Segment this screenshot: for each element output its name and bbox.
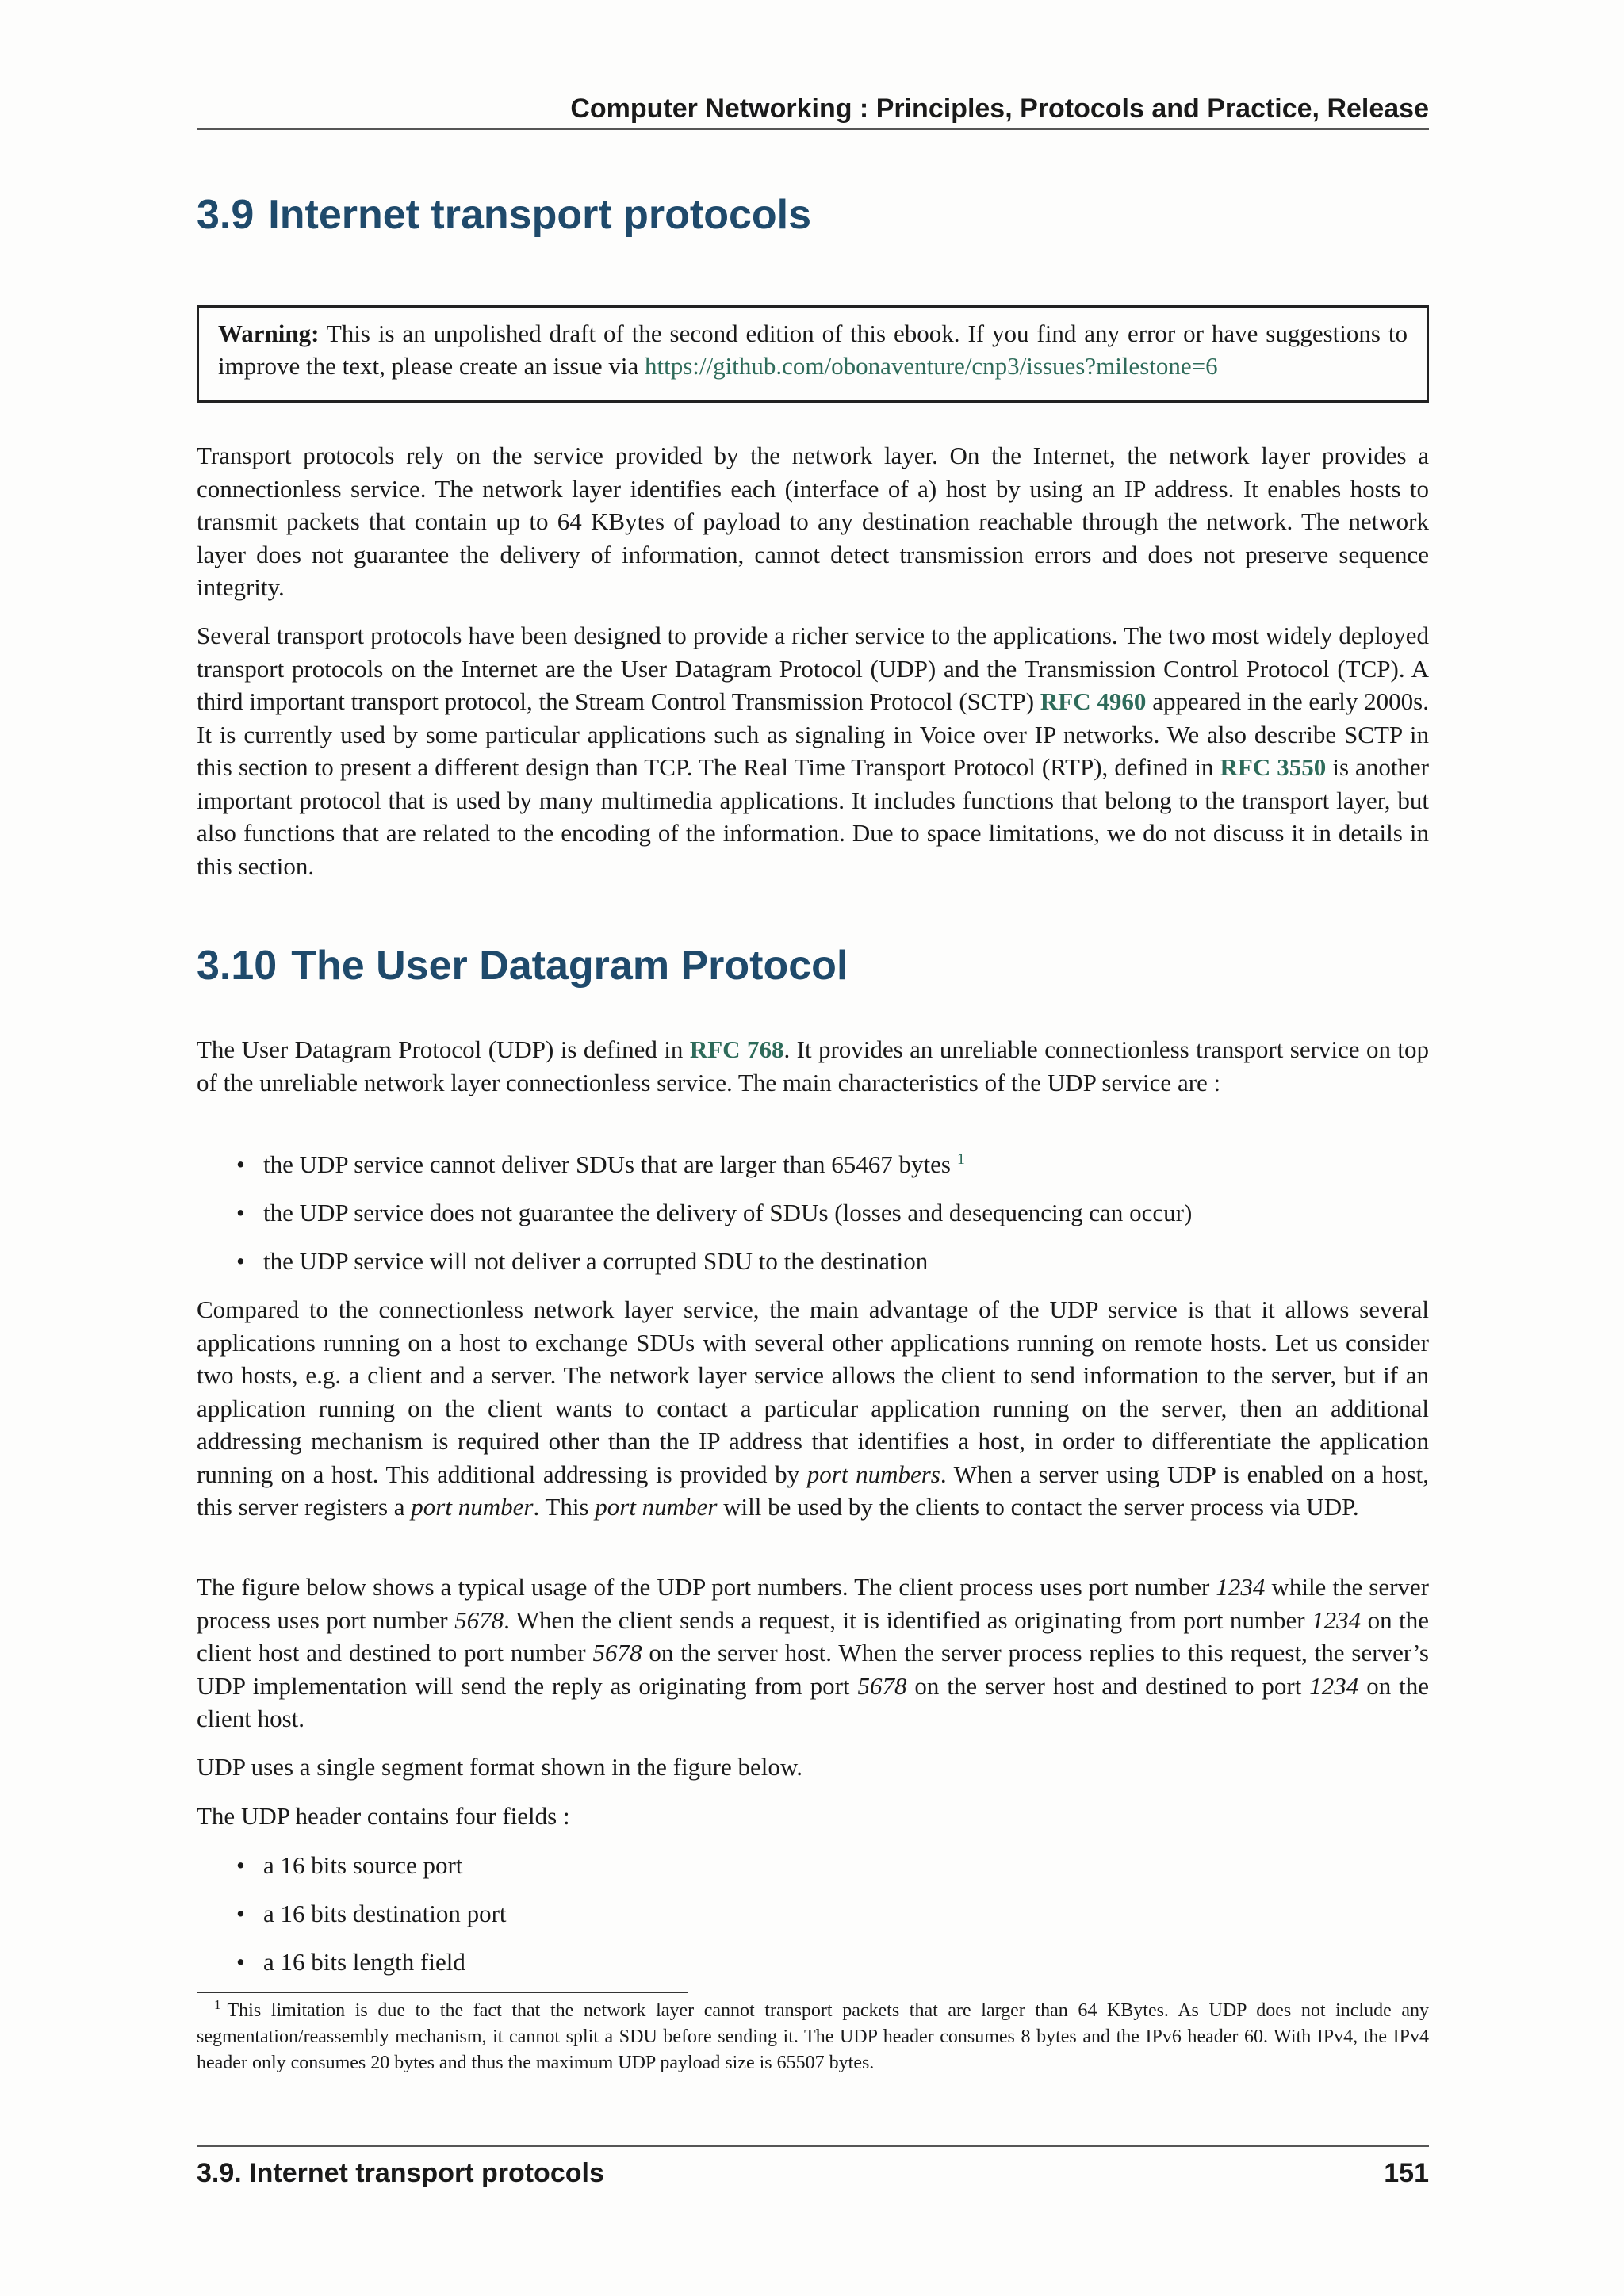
rfc-768-link[interactable]: RFC 768 (689, 1035, 784, 1063)
section-title: The User Datagram Protocol (291, 943, 848, 989)
list-item (197, 1245, 1192, 1293)
port-number: 1234 (1312, 1605, 1362, 1634)
page-footer (197, 2145, 1429, 2189)
section-number: 3.10 (197, 943, 278, 989)
udp-characteristics-list (197, 1148, 1192, 1293)
emphasis: port number (595, 1493, 718, 1521)
port-numbers-paragraph (197, 1293, 1429, 1524)
paragraph-text: The User Datagram Protocol (UDP) is defined in (197, 1035, 684, 1063)
page-number: 151 (1384, 2158, 1429, 2188)
list-item: • a 16 bits source port (197, 1849, 507, 1897)
rfc-4960-link[interactable]: RFC 4960 (1040, 687, 1147, 715)
section-heading-3-9 (197, 190, 811, 239)
warning-label: Warning: (218, 320, 320, 347)
paragraph-text: Several transport protocols have been designed to provide a richer service to the applications. The two most widely deployed transport protocols on the Internet are the User Datagram Protocol (UDP) and the Transmission Control Protocol (TCP). A third important transport protocol, the Stream Control Transmission Protocol (SCTP) (197, 622, 1429, 715)
port-number: 5678 (592, 1639, 642, 1667)
udp-definition-paragraph (197, 1033, 1429, 1099)
paragraph-text: The figure below shows a typical usage of the UDP port numbers. The client process uses port number (197, 1573, 1210, 1601)
section-title: Internet transport protocols (268, 192, 812, 238)
paragraph-text: Compared to the connectionless network layer service, the main advantage of the UDP service is that it allows several applications running on a host to exchange SDUs with several other applications running on remote hosts. Let us consider two hosts, e.g. a client and a server. The network layer service allows the client to send information to the server, but if an application running on the client wants to contact a particular application running on the server, then an additional addressing mechanism is required other than the IP address that identifies a host, in order to differentiate the application running on a host. This additional addressing is provided by (197, 1295, 1429, 1488)
footnote-mark: 1 (214, 1997, 221, 2012)
port-number: 5678 (857, 1671, 907, 1700)
footnote-divider (197, 1992, 688, 1993)
emphasis: port number (411, 1493, 534, 1521)
transport-protocols-paragraph (197, 619, 1429, 882)
paragraph-text: will be used by the clients to contact the server process via UDP. (723, 1493, 1359, 1521)
section-heading-3-10 (197, 941, 848, 990)
rfc-3550-link[interactable]: RFC 3550 (1220, 753, 1327, 781)
section-number: 3.9 (197, 192, 255, 238)
paragraph-text: on the server host and destined to port (914, 1671, 1302, 1700)
list-item (197, 1196, 1192, 1245)
warning-box (197, 305, 1429, 403)
header-fields-paragraph: The UDP header contains four fields : (197, 1802, 570, 1830)
footnote (197, 1998, 1429, 2076)
list-item-text: the UDP service will not deliver a corrupted SDU to the destination (263, 1247, 929, 1275)
intro-paragraph: Transport protocols rely on the service provided by the network layer. On the Internet, the network layer provides a connectionless service. The network layer identifies each (interface of a) host by using an IP address. It enables hosts to transmit packets that contain up to 64 KBytes of payload to any destination reachable through the network. The network layer does not guarantee the delivery of information, cannot detect transmission errors and does not preserve sequence integrity. (197, 442, 1429, 601)
port-number: 1234 (1216, 1573, 1266, 1601)
paragraph-text: . This (533, 1493, 589, 1521)
paragraph-text: appeared in the early 2000s. It is currently used by some particular applications such as signaling in Voice over IP networks. We also describe SCTP in this section to present a different design than TCP. The Real Time Transport Protocol (RTP), defined in (197, 687, 1429, 781)
footnote-text: This limitation is due to the fact that the network layer cannot transport packets that are larger than 64 KBytes. As UDP does not include any segmentation/reassembly mechanism, it cannot split a SDU before sending it. The UDP header consumes 8 bytes and the IPv6 header 60. With IPv4, the IPv4 header only consumes 20 bytes and thus the maximum UDP payload size is 65507 bytes. (197, 2000, 1429, 2073)
segment-format-paragraph: UDP uses a single segment format shown in the figure below. (197, 1753, 802, 1781)
issues-link[interactable]: https://github.com/obonaventure/cnp3/issues?milestone=6 (644, 352, 1218, 380)
paragraph-text: . When a server using UDP is enabled on a host, this server registers a (197, 1460, 1430, 1521)
list-item (197, 1148, 1192, 1196)
paragraph-text: . When the client sends a request, it is identified as originating from port number (504, 1605, 1305, 1634)
port-number: 1234 (1309, 1671, 1359, 1700)
running-header: Computer Networking : Principles, Protocols and Practice, Release (197, 89, 1429, 130)
paragraph-text: is another important protocol that is used by many multimedia applications. It includes functions that belong to the transport layer, but also functions that are related to the encoding of the information. Due to space limitations, we do not discuss it in details in this section. (197, 753, 1430, 880)
warning-text: This is an unpolished draft of the second edition of this ebook. If you find any error or have suggestions to improve the text, please create an issue via (218, 320, 1408, 380)
list-item: • a 16 bits length field (197, 1946, 507, 1994)
paragraph-text: on the server host. When the server process replies to this request, the server’s UDP implementation will send the reply as originating from port (197, 1639, 1429, 1700)
paragraph-text: on the client host and destined to port number (197, 1605, 1429, 1667)
paragraph-text: on the client host. (197, 1671, 1430, 1732)
emphasis: port numbers (806, 1460, 940, 1488)
footnote-ref-link[interactable]: 1 (956, 1150, 965, 1168)
list-item-text: the UDP service cannot deliver SDUs that are larger than 65467 bytes (263, 1150, 951, 1178)
paragraph-text: . It provides an unreliable connectionless transport service on top of the unreliable network layer connectionless service. The main characteristics of the UDP service are : (197, 1035, 1430, 1096)
list-item-text: the UDP service does not guarantee the delivery of SDUs (losses and desequencing can occur) (263, 1199, 1193, 1226)
port-number: 5678 (454, 1605, 504, 1634)
footer-section: 3.9. Internet transport protocols (197, 2158, 604, 2188)
port-usage-paragraph (197, 1571, 1429, 1735)
list-item: • a 16 bits destination port (197, 1897, 507, 1946)
udp-header-fields-list (197, 1849, 507, 1994)
paragraph-text: while the server process uses port number (197, 1573, 1429, 1634)
